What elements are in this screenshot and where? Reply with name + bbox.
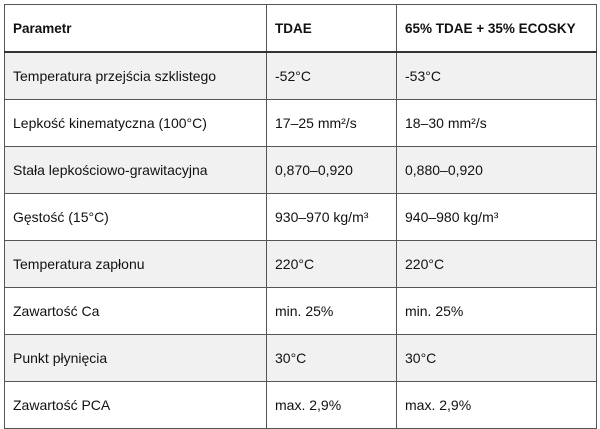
table-row bbox=[5, 382, 597, 429]
table-row bbox=[5, 335, 597, 382]
column-header-parameter: Parametr bbox=[5, 5, 267, 53]
blend-value-cell: min. 25% bbox=[397, 288, 597, 335]
parameter-name-cell: Lepkość kinematyczna (100°C) bbox=[5, 100, 267, 147]
parameter-comparison-table bbox=[4, 4, 597, 429]
blend-value-cell: 220°C bbox=[397, 241, 597, 288]
parameter-name-cell: Zawartość PCA bbox=[5, 382, 267, 429]
parameter-name-cell: Stała lepkościowo-grawitacyjna bbox=[5, 147, 267, 194]
table-row bbox=[5, 288, 597, 335]
blend-value-cell: 0,880–0,920 bbox=[397, 147, 597, 194]
parameter-name-cell: Zawartość Ca bbox=[5, 288, 267, 335]
parameter-name-cell: Gęstość (15°C) bbox=[5, 194, 267, 241]
table-header-row bbox=[5, 5, 597, 53]
blend-value-cell: 30°C bbox=[397, 335, 597, 382]
table-row bbox=[5, 147, 597, 194]
table-row bbox=[5, 100, 597, 147]
table-row bbox=[5, 194, 597, 241]
tdae-value-cell: 930–970 kg/m³ bbox=[267, 194, 397, 241]
parameter-name-cell: Punkt płynięcia bbox=[5, 335, 267, 382]
tdae-value-cell: max. 2,9% bbox=[267, 382, 397, 429]
column-header-tdae: TDAE bbox=[267, 5, 397, 53]
parameter-name-cell: Temperatura przejścia szklistego bbox=[5, 52, 267, 100]
blend-value-cell: -53°C bbox=[397, 52, 597, 100]
table-row bbox=[5, 52, 597, 100]
table-row bbox=[5, 241, 597, 288]
parameter-name-cell: Temperatura zapłonu bbox=[5, 241, 267, 288]
tdae-value-cell: 17–25 mm²/s bbox=[267, 100, 397, 147]
blend-value-cell: 18–30 mm²/s bbox=[397, 100, 597, 147]
tdae-value-cell: -52°C bbox=[267, 52, 397, 100]
blend-value-cell: max. 2,9% bbox=[397, 382, 597, 429]
blend-value-cell: 940–980 kg/m³ bbox=[397, 194, 597, 241]
tdae-value-cell: 220°C bbox=[267, 241, 397, 288]
column-header-blend: 65% TDAE + 35% ECOSKY bbox=[397, 5, 597, 53]
tdae-value-cell: 30°C bbox=[267, 335, 397, 382]
tdae-value-cell: 0,870–0,920 bbox=[267, 147, 397, 194]
tdae-value-cell: min. 25% bbox=[267, 288, 397, 335]
